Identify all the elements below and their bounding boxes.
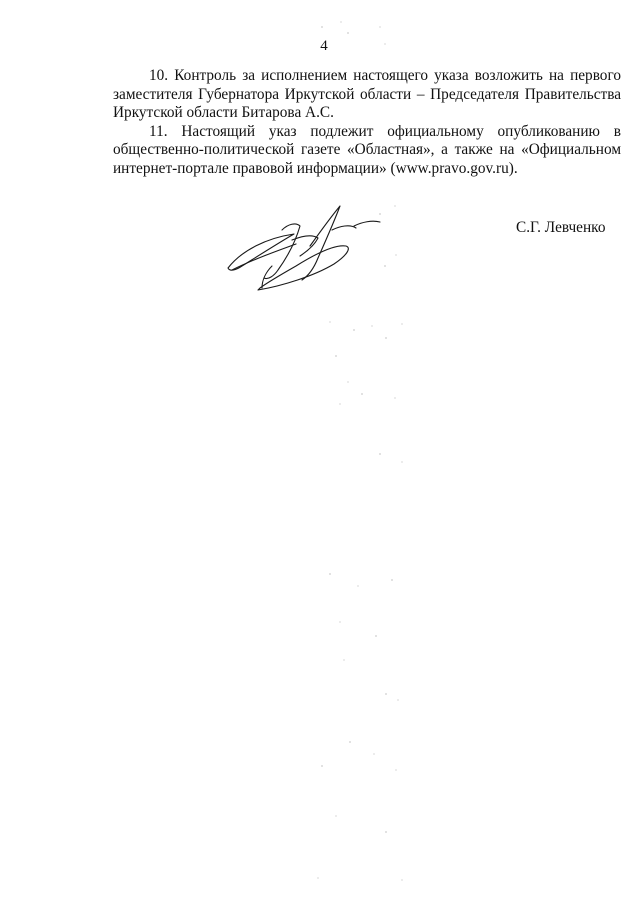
paragraph-10-line-3: Иркутской области Битарова А.С.: [113, 104, 334, 122]
paragraph-10-line-1: 10. Контроль за исполнением настоящего указа возложить на первого: [149, 67, 621, 84]
paragraph-11-line-3: интернет-портале правовой информации» (www.pravo.gov.ru).: [113, 159, 518, 177]
paragraph-11: [113, 123, 621, 179]
paragraph-10: [113, 67, 621, 123]
document-body: [113, 67, 621, 179]
page-number: 4: [320, 38, 328, 54]
paragraph-10-line-2: заместителя Губернатора Иркутской области – Председателя Правительства: [113, 85, 621, 103]
paragraph-11-line-1: 11. Настоящий указ подлежит официальному опубликованию в: [149, 122, 621, 140]
signer-name: С.Г. Левченко: [516, 219, 606, 236]
handwritten-signature: [222, 200, 397, 292]
paragraph-11-line-2: общественно-политической газете «Областная», а также на «Официальном: [113, 141, 621, 159]
